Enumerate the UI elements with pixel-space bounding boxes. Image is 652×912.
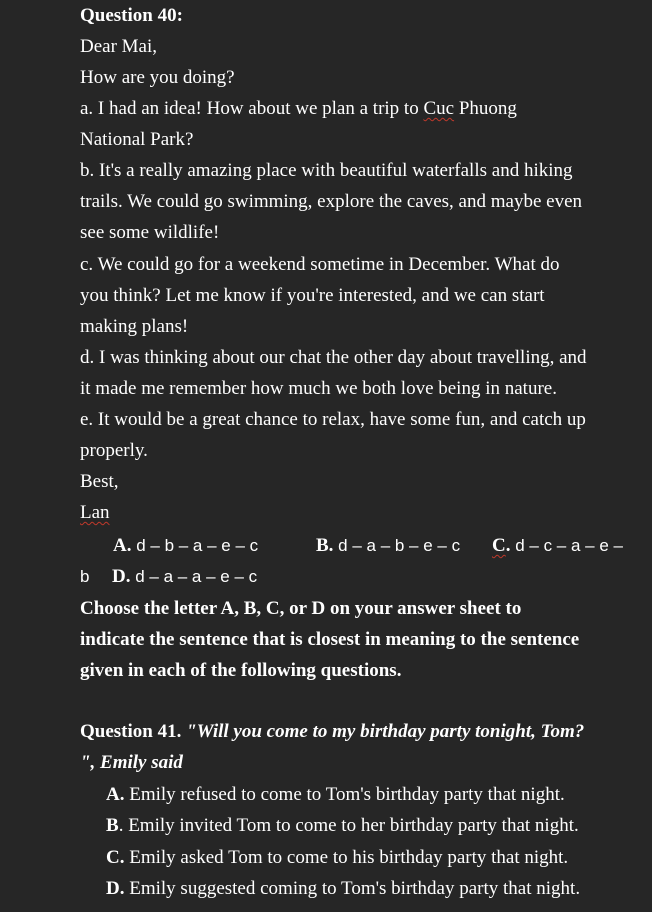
- q41-option-b[interactable]: B. Emily invited Tom to come to her birthday party that night.: [106, 815, 579, 836]
- sentence-a-cont: National Park?: [80, 129, 194, 150]
- sentence-d: d. I was thinking about our chat the other day about travelling, and: [80, 347, 587, 368]
- q41-option-d[interactable]: D. Emily suggested coming to Tom's birthday party that night.: [106, 878, 581, 899]
- question-41-quote-cont: ", Emily said: [80, 752, 183, 773]
- instruction-text-cont: indicate the sentence that is closest in meaning to the sentence: [80, 629, 580, 650]
- instruction-text-cont: given in each of the following questions.: [80, 660, 402, 681]
- letter-signature: Lan: [80, 502, 110, 523]
- sentence-c-cont: making plans!: [80, 316, 189, 337]
- q40-option-d[interactable]: D. d – a – a – e – c: [112, 566, 258, 587]
- q41-option-a[interactable]: A. Emily refused to come to Tom's birthday party that night.: [106, 784, 565, 805]
- question-41: [80, 716, 584, 747]
- spell-flag-cuc: Cuc: [423, 98, 455, 119]
- sentence-e: e. It would be a great chance to relax, have some fun, and catch up: [80, 409, 586, 430]
- q40-option-c[interactable]: C. d – c – a – e –: [492, 535, 623, 556]
- q40-option-c-wrap: b: [80, 567, 90, 586]
- instruction-text: Choose the letter A, B, C, or D on your answer sheet to: [80, 598, 522, 619]
- q41-option-c[interactable]: C. Emily asked Tom to come to his birthday party that night.: [106, 847, 569, 868]
- sentence-c-cont: you think? Let me know if you're interested, and we can start: [80, 285, 545, 306]
- sentence-c: c. We could go for a weekend sometime in December. What do: [80, 254, 560, 275]
- letter-greeting: Dear Mai,: [80, 36, 158, 57]
- question-41-title: Question 41.: [80, 721, 182, 742]
- sentence-e-cont: properly.: [80, 440, 148, 461]
- question-40-title: Question 40:: [80, 5, 183, 26]
- question-41-quote: "Will you come to my birthday party tonight, Tom?: [181, 721, 585, 742]
- letter-line-how: How are you doing?: [80, 67, 235, 88]
- q40-option-a[interactable]: A. d – b – a – e – c: [113, 535, 259, 556]
- sentence-d-cont: it made me remember how much we both love being in nature.: [80, 378, 557, 399]
- q40-option-b[interactable]: B. d – a – b – e – c: [316, 535, 461, 556]
- sentence-b-cont: see some wildlife!: [80, 222, 220, 243]
- sentence-b: b. It's a really amazing place with beautiful waterfalls and hiking: [80, 160, 573, 181]
- letter-closing: Best,: [80, 471, 119, 492]
- sentence-b-cont: trails. We could go swimming, explore the caves, and maybe even: [80, 191, 583, 212]
- sentence-a: a. I had an idea! How about we plan a trip to Cuc Phuong: [80, 98, 517, 119]
